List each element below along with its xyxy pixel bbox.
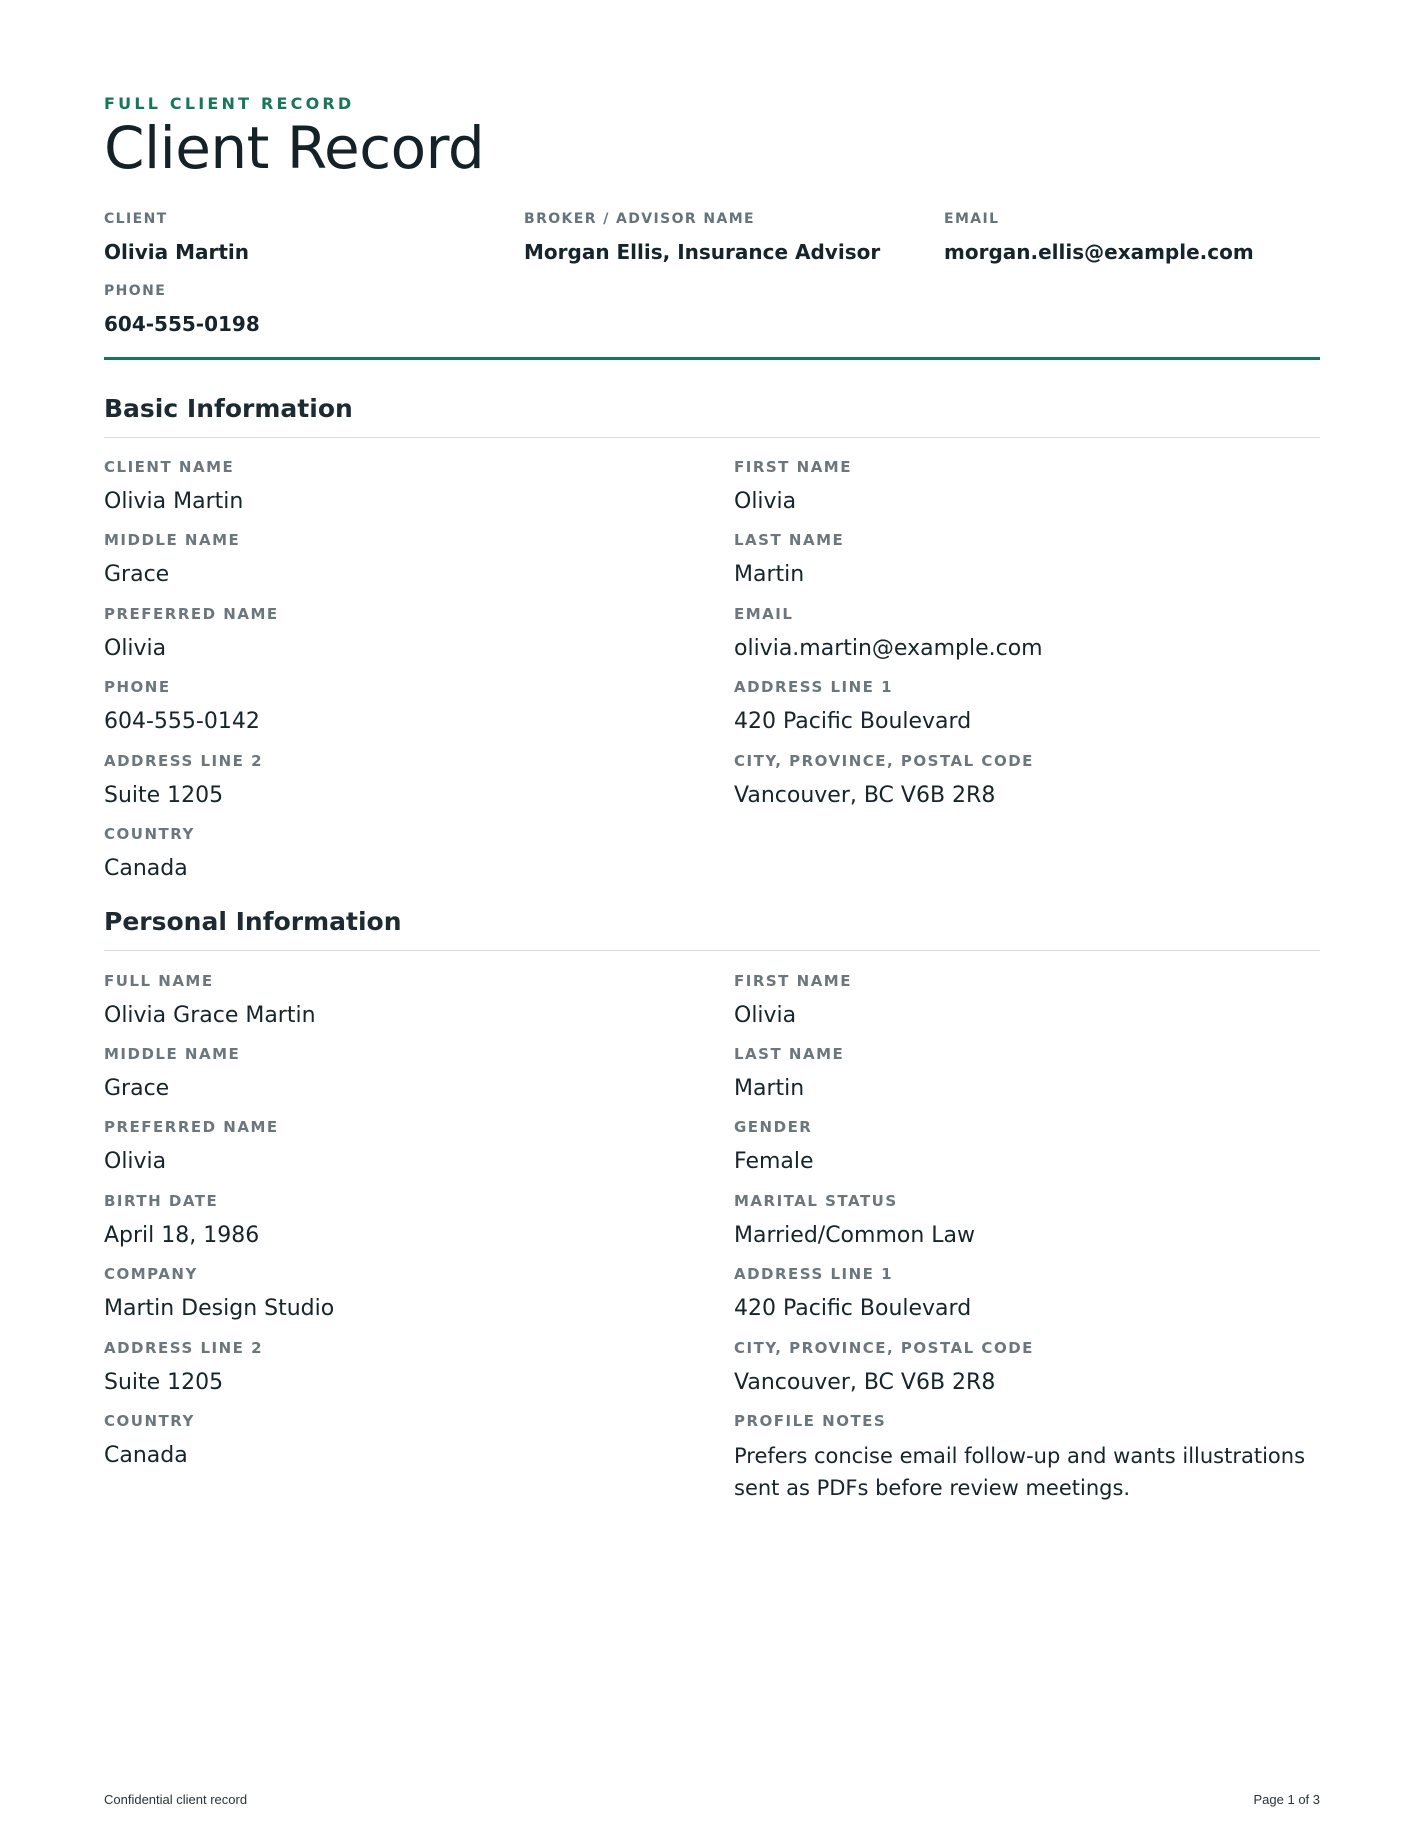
field-value: olivia.martin@example.com: [734, 636, 1043, 661]
field-label: PROFILE NOTES: [734, 1412, 887, 1430]
field-label: LAST NAME: [734, 531, 845, 549]
field-label: PREFERRED NAME: [104, 1118, 279, 1136]
field-value: Grace: [104, 1076, 170, 1101]
field-value: Olivia Martin: [104, 489, 244, 514]
header-email-label: EMAIL: [944, 211, 1000, 227]
personal-country-field: [104, 1412, 704, 1472]
field-label: COMPANY: [104, 1265, 198, 1283]
field-value: 420 Pacific Boulevard: [734, 1296, 972, 1321]
footer-confidential-label: Confidential client record: [104, 1792, 248, 1807]
basic-phone-field: [104, 678, 704, 738]
personal-address-line-1-field: [734, 1265, 1334, 1325]
field-value: 420 Pacific Boulevard: [734, 709, 972, 734]
personal-address-line-2-field: [104, 1339, 704, 1399]
basic-country-field: [104, 825, 704, 885]
personal-marital-status-field: [734, 1192, 1334, 1252]
record-eyebrow: FULL CLIENT RECORD: [104, 94, 355, 113]
header-advisor-value: Morgan Ellis, Insurance Advisor: [524, 240, 881, 264]
footer-page-number: Page 1 of 3: [1253, 1792, 1320, 1807]
field-value: Martin: [734, 562, 805, 587]
field-label: PREFERRED NAME: [104, 605, 279, 623]
header-advisor-label: BROKER / ADVISOR NAME: [524, 211, 755, 227]
header-phone-value: 604-555-0198: [104, 312, 260, 336]
field-label: MARITAL STATUS: [734, 1192, 898, 1210]
field-label: GENDER: [734, 1118, 813, 1136]
header-phone-field: [104, 283, 260, 336]
field-value: Olivia Grace Martin: [104, 1003, 316, 1028]
client-record-page: [104, 0, 1320, 1848]
field-value: Canada: [104, 1443, 188, 1468]
basic-preferred-name-field: [104, 605, 704, 665]
basic-city-province-postal-field: [734, 752, 1334, 812]
basic-last-name-field: [734, 531, 1334, 591]
personal-last-name-field: [734, 1045, 1334, 1105]
field-label: MIDDLE NAME: [104, 531, 241, 549]
page-title: Client Record: [104, 114, 485, 182]
basic-middle-name-field: [104, 531, 704, 591]
basic-information-heading: Basic Information: [104, 394, 353, 423]
field-label: ADDRESS LINE 2: [104, 1339, 264, 1357]
field-label: ADDRESS LINE 2: [104, 752, 264, 770]
field-value: Olivia: [734, 1003, 797, 1028]
basic-address-line-2-field: [104, 752, 704, 812]
field-value: Married/Common Law: [734, 1223, 976, 1248]
basic-address-line-1-field: [734, 678, 1334, 738]
field-value: Grace: [104, 562, 170, 587]
field-value: Martin Design Studio: [104, 1296, 335, 1321]
field-label: BIRTH DATE: [104, 1192, 219, 1210]
basic-email-field: [734, 605, 1334, 665]
profile-notes-text: Prefers concise email follow-up and wants illustrations sent as PDFs before review meetings.: [734, 1444, 1306, 1500]
personal-section-divider: [104, 950, 1320, 951]
personal-information-heading: Personal Information: [104, 907, 402, 936]
basic-client-name-field: [104, 458, 704, 518]
field-value: Suite 1205: [104, 783, 224, 808]
field-label: FIRST NAME: [734, 972, 852, 990]
field-label: MIDDLE NAME: [104, 1045, 241, 1063]
personal-first-name-field: [734, 972, 1334, 1032]
field-value: 604-555-0142: [104, 709, 260, 734]
field-value: April 18, 1986: [104, 1223, 260, 1248]
field-value: Vancouver, BC V6B 2R8: [734, 783, 996, 808]
field-label: EMAIL: [734, 605, 794, 623]
field-value: Canada: [104, 856, 188, 881]
field-value: Vancouver, BC V6B 2R8: [734, 1370, 996, 1395]
field-label: CITY, PROVINCE, POSTAL CODE: [734, 1339, 1034, 1357]
personal-city-province-postal-field: [734, 1339, 1334, 1399]
header-client-field: [104, 211, 249, 264]
header-client-label: CLIENT: [104, 211, 168, 227]
basic-section-divider: [104, 437, 1320, 438]
field-label: ADDRESS LINE 1: [734, 1265, 894, 1283]
field-value: Olivia: [734, 489, 797, 514]
field-label: COUNTRY: [104, 825, 195, 843]
personal-birth-date-field: [104, 1192, 704, 1252]
field-label: COUNTRY: [104, 1412, 195, 1430]
personal-full-name-field: [104, 972, 704, 1032]
field-label: LAST NAME: [734, 1045, 845, 1063]
field-value: Female: [734, 1149, 814, 1174]
field-label: FULL NAME: [104, 972, 214, 990]
header-phone-label: PHONE: [104, 283, 167, 299]
personal-company-field: [104, 1265, 704, 1325]
field-value: Olivia: [104, 1149, 167, 1174]
header-email-value: morgan.ellis@example.com: [944, 240, 1254, 264]
basic-first-name-field: [734, 458, 1334, 518]
field-value: Olivia: [104, 636, 167, 661]
field-label: FIRST NAME: [734, 458, 852, 476]
field-label: CLIENT NAME: [104, 458, 235, 476]
field-label: PHONE: [104, 678, 171, 696]
personal-middle-name-field: [104, 1045, 704, 1105]
header-client-value: Olivia Martin: [104, 240, 249, 264]
field-label: ADDRESS LINE 1: [734, 678, 894, 696]
personal-preferred-name-field: [104, 1118, 704, 1178]
field-value: Suite 1205: [104, 1370, 224, 1395]
header-divider: [104, 357, 1320, 360]
personal-gender-field: [734, 1118, 1334, 1178]
field-value: Martin: [734, 1076, 805, 1101]
field-label: CITY, PROVINCE, POSTAL CODE: [734, 752, 1034, 770]
header-advisor-field: [524, 211, 880, 264]
header-email-field: [944, 211, 1254, 264]
personal-profile-notes-field: [734, 1412, 1324, 1504]
